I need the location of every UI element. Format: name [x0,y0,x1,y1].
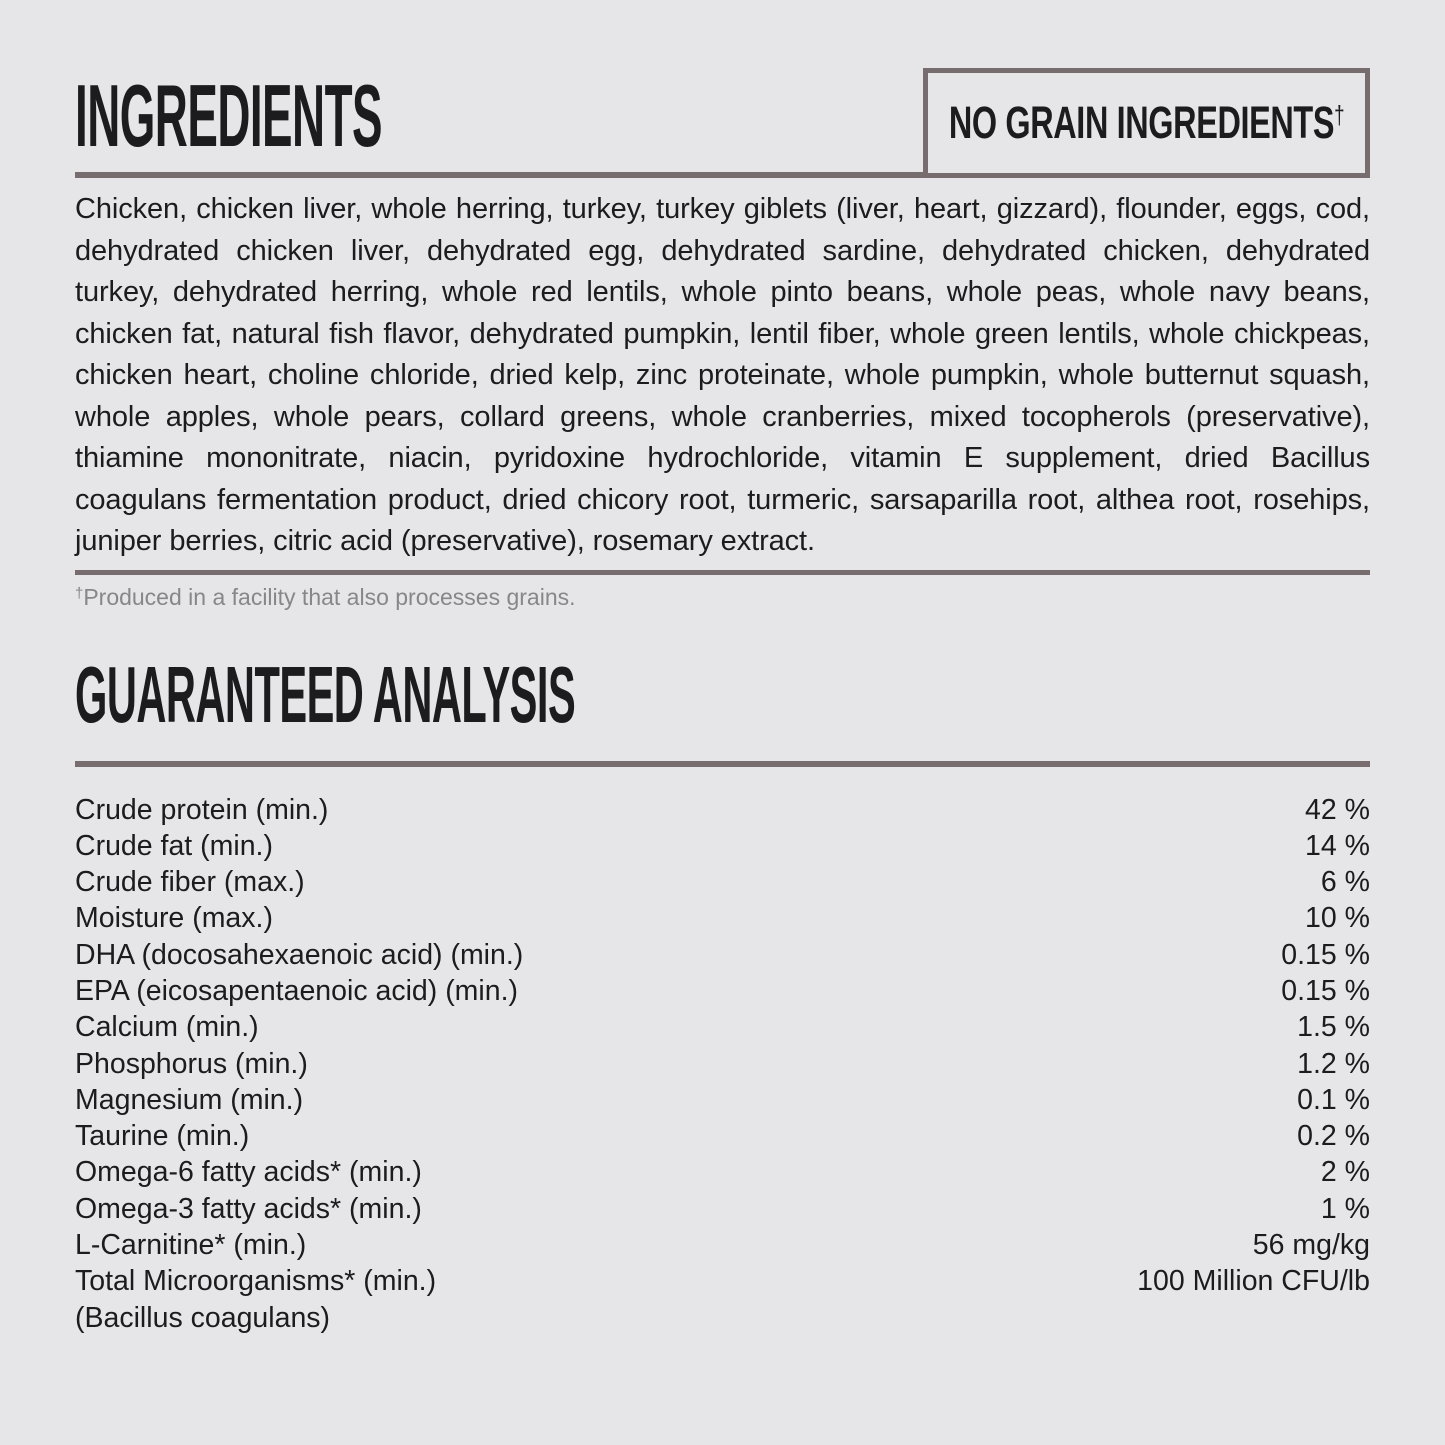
analysis-row-value: 0.15 % [1281,938,1370,971]
analysis-row-value: 6 % [1320,866,1370,899]
table-row [75,1263,1370,1299]
analysis-row-value: 100 Million CFU/lb [1137,1265,1370,1298]
analysis-row-label: EPA (eicosapentaenoic acid) (min.) [75,974,519,1007]
table-row [75,973,1370,1009]
analysis-row-label: DHA (docosahexaenoic acid) (min.) [75,938,524,971]
table-row [75,1046,1370,1082]
no-grain-badge-text [949,97,1344,149]
table-row [75,1154,1370,1190]
table-row [75,1082,1370,1118]
ingredients-header [75,0,1370,172]
no-grain-badge [923,68,1370,178]
analysis-row-value: 1 % [1320,1192,1370,1225]
analysis-row-value: 10 % [1305,902,1370,935]
ingredients-title: INGREDIENTS [75,66,383,165]
analysis-row-value: 56 mg/kg [1252,1229,1370,1262]
analysis-row-label: Calcium (min.) [75,1011,259,1044]
table-row [75,828,1370,864]
table-row [75,792,1370,828]
table-row [75,900,1370,936]
no-grain-badge-label: NO GRAIN INGREDIENTS [948,97,1335,148]
table-row [75,1191,1370,1227]
analysis-row-label: Omega-3 fatty acids* (min.) [75,1192,422,1225]
table-row [75,1300,1370,1336]
guaranteed-analysis-title: GUARANTEED ANALYSIS [75,649,576,739]
grain-facility-footnote [75,584,1370,611]
analysis-row-value: 1.2 % [1297,1047,1370,1080]
table-row [75,1009,1370,1045]
analysis-row-label: Magnesium (min.) [75,1083,304,1116]
analysis-row-value: 0.1 % [1297,1083,1370,1116]
analysis-row-value: 0.15 % [1281,974,1370,1007]
analysis-row-label: (Bacillus coagulans) [75,1301,331,1334]
table-row [75,864,1370,900]
analysis-row-value: 1.5 % [1297,1011,1370,1044]
table-row [75,937,1370,973]
dagger-superscript: † [1334,100,1345,130]
analysis-row-value: 42 % [1305,793,1370,826]
analysis-row-label: Taurine (min.) [75,1120,250,1153]
analysis-row-label: Crude fat (min.) [75,829,273,862]
analysis-row-value: 14 % [1305,829,1370,862]
analysis-row-label: Crude protein (min.) [75,793,329,826]
guaranteed-analysis-rule [75,761,1370,767]
footnote-text: Produced in a facility that also processes grains. [83,583,576,610]
table-row [75,1118,1370,1154]
analysis-row-label: Moisture (max.) [75,902,273,935]
analysis-row-label: Omega-6 fatty acids* (min.) [75,1156,422,1189]
ingredients-paragraph: Chicken, chicken liver, whole herring, turkey, turkey giblets (liver, heart, gizzard), flounder, eggs, cod, dehydrated chicken liver, dehydrated egg, dehydrated sardine, dehydrated chicken, dehydrated turkey, dehydrated herring, whole red lentils, whole pinto beans, whole peas, whole navy beans, chicken fat, natural fish flavor, dehydrated pumpkin, lentil fiber, whole green lentils, whole chickpeas, chicken heart, choline chloride, dried kelp, zinc proteinate, whole pumpkin, whole butternut squash, whole apples, whole pears, collard greens, whole cranberries, mixed tocopherols (preservative), thiamine mononitrate, niacin, pyridoxine hydrochloride, vitamin E supplement, dried Bacillus coagulans fermentation product, dried chicory root, turmeric, sarsaparilla root, althea root, rosehips, juniper berries, citric acid (preservative), rosemary extract. [75,193,1370,557]
analysis-row-label: Phosphorus (min.) [75,1047,308,1080]
analysis-row-label: Total Microorganisms* (min.) [75,1265,437,1298]
analysis-row-label: Crude fiber (max.) [75,866,305,899]
ingredients-bottom-rule [75,570,1370,575]
guaranteed-analysis-table [75,792,1370,1336]
footnote-dagger: † [75,584,84,602]
analysis-row-value: 2 % [1320,1156,1370,1189]
table-row [75,1227,1370,1263]
analysis-row-label: L-Carnitine* (min.) [75,1229,307,1262]
analysis-row-value: 0.2 % [1297,1120,1370,1153]
